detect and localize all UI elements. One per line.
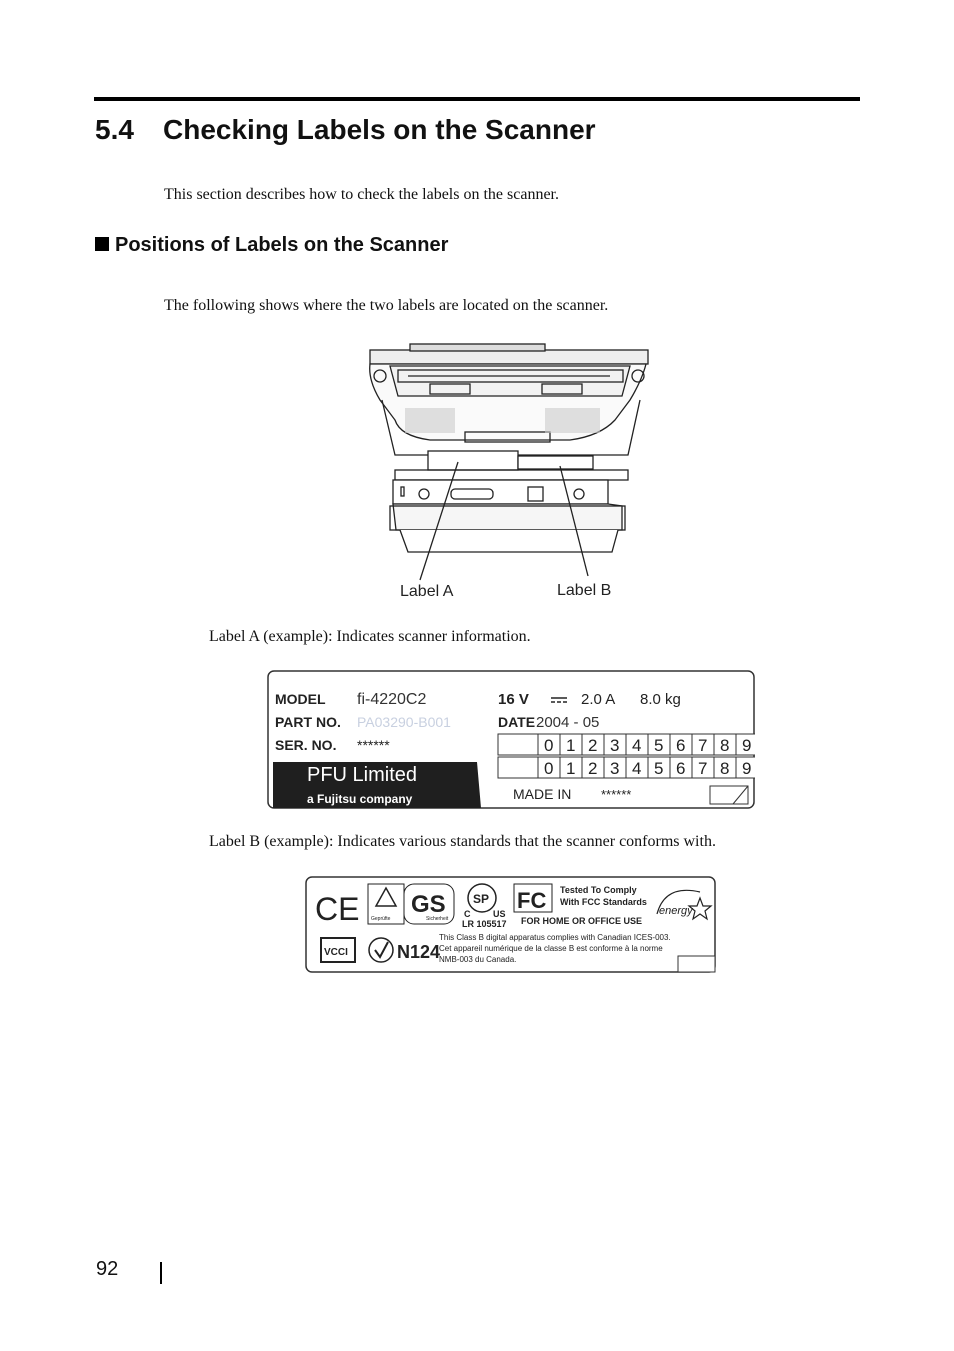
ices-line-3: NMB-003 du Canada.: [439, 955, 517, 964]
csa-c: C: [464, 909, 471, 919]
model-value: fi-4220C2: [357, 691, 427, 708]
label-b-caption: Label B (example): Indicates various standards that the scanner conforms with.: [209, 833, 716, 850]
subsection-heading: [95, 234, 448, 257]
model-label: MODEL: [275, 691, 326, 707]
digit-grid-digit: 6: [676, 736, 686, 755]
tuv-gs-mark-icon: [368, 884, 454, 924]
made-in-label: MADE IN: [513, 786, 572, 802]
digit-grid-digit: 4: [632, 736, 642, 755]
digit-grid-digit: 2: [588, 759, 598, 778]
label-a-image: [267, 670, 755, 811]
digit-grid-digit: 3: [610, 736, 620, 755]
svg-text:SP: SP: [473, 892, 490, 906]
page-number: 92: [96, 1258, 119, 1280]
ce-mark-icon: CE: [315, 891, 360, 927]
svg-text:GS: GS: [411, 891, 446, 918]
part-label: PART NO.: [275, 714, 341, 730]
fcc-tested: Tested To Comply: [560, 885, 637, 895]
positions-paragraph: The following shows where the two labels are located on the scanner.: [164, 297, 609, 314]
digit-grid-digit: 5: [654, 759, 664, 778]
part-value: PA03290-B001: [357, 714, 451, 730]
square-bullet-icon: [95, 237, 109, 251]
digit-grid-digit: 0: [544, 736, 554, 755]
digit-grid-digit: 6: [676, 759, 686, 778]
ser-label: SER. NO.: [275, 737, 337, 753]
csa-us: US: [493, 909, 506, 919]
label-b-image: [305, 876, 717, 975]
label-b-callout: Label B: [557, 582, 612, 599]
digit-grid-digit: 9: [742, 736, 752, 755]
digit-grid-digit: 5: [654, 736, 664, 755]
weight-value: 8.0: [640, 691, 661, 708]
date-value: 2004 - 05: [536, 714, 600, 731]
fcc-home: FOR HOME OR OFFICE USE: [521, 916, 643, 926]
digit-grid-digit: 3: [610, 759, 620, 778]
section-number: 5.4: [95, 114, 134, 145]
svg-text:FC: FC: [517, 888, 547, 913]
digit-grid-digit: 0: [544, 759, 554, 778]
energy-text: energy: [659, 905, 693, 917]
digit-grid-digit: 7: [698, 759, 708, 778]
page-number-divider: [160, 1262, 162, 1284]
subsection-title: Positions of Labels on the Scanner: [115, 234, 449, 256]
weight-unit: kg: [665, 691, 681, 708]
voltage-value: 16 V: [498, 691, 529, 708]
section-heading: [95, 114, 596, 146]
company-subtitle: a Fujitsu company: [307, 792, 413, 806]
digit-grid-digit: 8: [720, 736, 730, 755]
digit-grid-digit: 4: [632, 759, 642, 778]
fcc-logo-icon: [514, 884, 552, 913]
company-name: PFU Limited: [307, 764, 418, 786]
digit-grid-digit: 9: [742, 759, 752, 778]
digit-grid-digit: 1: [566, 736, 576, 755]
digit-grid-digit: 8: [720, 759, 730, 778]
vcci-text: VCCI: [324, 947, 348, 958]
csa-lr: LR 105517: [462, 919, 507, 929]
date-label: DATE: [498, 714, 536, 730]
current-value: 2.0 A: [581, 691, 616, 708]
ices-line-1: This Class B digital apparatus complies with Canadian ICES-003.: [439, 933, 671, 942]
made-in-value: ******: [601, 787, 632, 802]
vcci-mark-icon: [321, 938, 355, 962]
digit-grid-digit: 2: [588, 736, 598, 755]
ices-line-2: Cet appareil numérique de la classe B est conforme à la norme: [439, 944, 663, 953]
label-a-caption: Label A (example): Indicates scanner information.: [209, 628, 531, 645]
digit-grid-blank-cell: [498, 734, 538, 755]
fcc-with: With FCC Standards: [560, 897, 647, 907]
n124-mark: N124: [397, 942, 441, 962]
scanner-figure: [360, 340, 650, 605]
intro-paragraph: This section describes how to check the labels on the scanner.: [164, 186, 559, 203]
digit-grid-digit: 7: [698, 736, 708, 755]
label-a-callout: Label A: [400, 583, 454, 600]
digit-grid-blank-cell: [498, 757, 538, 778]
section-title: Checking Labels on the Scanner: [163, 114, 596, 145]
ser-value: ******: [357, 737, 390, 753]
tuv-text-2: Sicherheit: [426, 916, 449, 922]
top-rule: [94, 97, 860, 101]
digit-grid-digit: 1: [566, 759, 576, 778]
tuv-text-1: Geprüfte: [371, 916, 391, 922]
